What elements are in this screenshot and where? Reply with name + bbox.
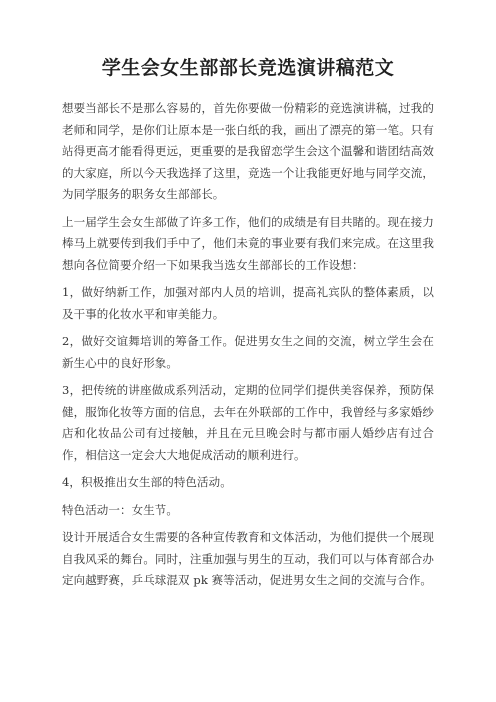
paragraph: 上一届学生会女生部做了许多工作，他们的成绩是有目共睹的。现在接力棒马上就要传到我们手中了，他们未竟的事业要有我们来完成。在这里我想向各位简要介绍一下如果我当选女生部部长的工作设想： [62, 214, 434, 272]
paragraph: 想要当部长不是那么容易的，首先你要做一份精彩的竞选演讲稿，过我的老师和同学，是你们让原本是一张白纸的我，画出了漂亮的第一笔。只有站得更高才能看得更远，更重要的是我留恋学生会这个温馨和谐团结高效的大家庭，所以今天我选择了这里，竞选一个让我能更好地与同学交流，为同学服务的职务女生部部长。 [62, 101, 434, 201]
paragraph: 特色活动一：女生节。 [62, 502, 178, 517]
paragraph: 4，积极推出女生部的特色活动。 [62, 475, 232, 489]
paragraph: 设计开展适合女生需要的各种宣传教育和文体活动，为他们提供一个展现自我风采的舞台。同时，注重加强与男生的互动，我们可以与体育部合办定向越野赛，乒乓球混双 pk 赛等活动，促进男女生之间的交流与合作。 [62, 530, 434, 587]
paragraph: 3，把传统的讲座做成系列活动，定期的位同学们提供美容保养，预防保健，服饰化妆等方面的信息，去年在外联部的工作中，我曾经与多家婚纱店和化妆品公司有过接触，并且在元旦晚会时与都市丽人婚纱店有过合作，相信这一定会大大地促成活动的顺利进行。 [62, 383, 434, 462]
paragraph: 1，做好纳新工作，加强对部内人员的培训，提高礼宾队的整体素质，以及干事的化妆水平和审美能力。 [62, 285, 434, 321]
paragraph: 2，做好交谊舞培训的筹备工作。促进男女生之间的交流，树立学生会在新生心中的良好形象。 [62, 334, 434, 370]
document-title: 学生会女生部部长竞选演讲稿范文 [101, 57, 395, 79]
document-body [62, 98, 434, 598]
